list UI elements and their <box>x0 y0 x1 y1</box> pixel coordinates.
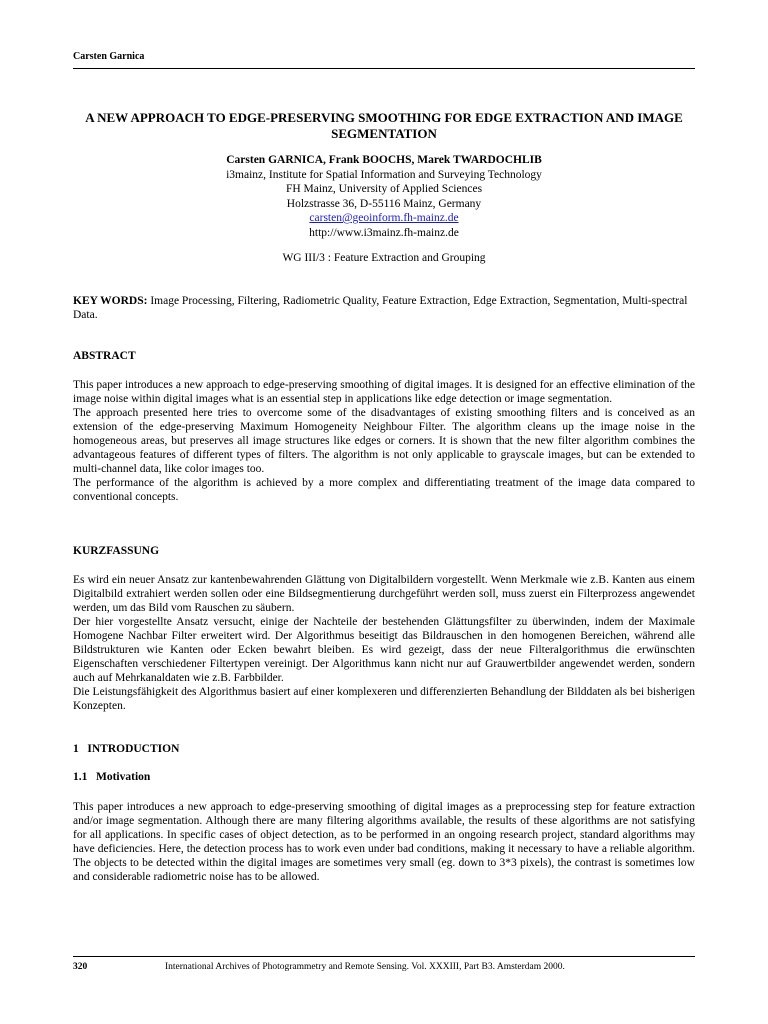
abstract-body <box>73 378 695 504</box>
introduction-body <box>73 800 695 884</box>
keywords <box>73 294 695 322</box>
motivation-subheading: 1.1 Motivation <box>73 771 151 783</box>
page-number: 320 <box>73 962 88 972</box>
running-header-author: Carsten Garnica <box>73 51 145 62</box>
institute-url: http://www.i3mainz.fh-mainz.de <box>309 226 459 239</box>
working-group: WG III/3 : Feature Extraction and Grouping <box>282 252 486 264</box>
affiliation-address: Holzstrasse 36, D-55116 Mainz, Germany <box>286 197 482 210</box>
keywords-label: KEY WORDS: <box>73 295 148 307</box>
kurzfassung-heading: KURZFASSUNG <box>73 545 160 557</box>
kurzfassung-paragraph: Es wird ein neuer Ansatz zur kantenbewahrenden Glättung von Digitalbildern vorgestellt. Wenn Merkmale wie z.B. Kanten aus einem Digitalbild extrahiert werden sollen oder eine Bildsegmentierung durchgeführt werden soll, muss zuerst ein Filterprozess angewendet werden, um das Bild vom Rauschen zu säubern. <box>73 574 695 614</box>
keywords-text: Image Processing, Filtering, Radiometric Quality, Feature Extraction, Edge Extraction, Segmentation, Multi-spectral Data. <box>73 295 688 321</box>
abstract-heading: ABSTRACT <box>73 350 136 362</box>
paper-title: A NEW APPROACH TO EDGE-PRESERVING SMOOTHING FOR EDGE EXTRACTION AND IMAGE SEGMENTATION <box>85 110 683 141</box>
author-names: Carsten GARNICA, Frank BOOCHS, Marek TWARDOCHLIB <box>226 154 542 166</box>
kurzfassung-paragraph: Die Leistungsfähigkeit des Algorithmus basiert auf einer komplexeren und differenzierten Behandlung der Bilddaten als bei bisherigen Konzepten. <box>73 686 695 712</box>
introduction-paragraph: This paper introduces a new approach to edge-preserving smoothing of digital images as a preprocessing step for feature extraction and/or image segmentation. Although there are many filtering algorithms available, the results of these algorithms are not satisfying for all applications. In specific cases of object detection, as to be performed in an ongoing research project, standard algorithms may have deficiencies. Here, the detection process has to work even under bad conditions, making it necessary to have a reliable algorithm. The objects to be detected within the digital images are sometimes very small (eg. down to 3*3 pixels), the contrast is sometimes low and considerable radiometric noise has to be allowed. <box>73 801 695 883</box>
affiliation-institute: i3mainz, Institute for Spatial Information and Surveying Technology <box>226 168 542 181</box>
abstract-paragraph: The performance of the algorithm is achieved by a more complex and differentiating treatment of the image data compared to conventional concepts. <box>73 477 695 503</box>
affiliation-university: FH Mainz, University of Applied Sciences <box>285 183 483 195</box>
abstract-paragraph: The approach presented here tries to overcome some of the disadvantages of existing smoothing filters and is conceived as an extension of the edge-preserving Maximum Homogeneity Neighbour Filter. The algorithm cleans up the image noise in the homogeneous areas, but preserves all image structures like edges or corners. It is shown that the new filter algorithm combines the advantageous features of different types of filters. The algorithm is not only applicable to grayscale images, but can be extended to multi-channel data, like color images too. <box>73 407 695 475</box>
footer-rule <box>73 956 695 957</box>
kurzfassung-paragraph: Der hier vorgestellte Ansatz versucht, einige der Nachteile der bestehenden Glättungsfilter zu überwinden, indem der Maximale Homogene Nachbar Filter erweitert wird. Der Algorithmus beseitigt das Bildrauschen in den homogenen Bereichen, während alle Bildstrukturen wie Kanten oder Ecken bewahrt bleiben. Es wird gezeigt, dass der neue Filteralgorithmus die erwünschten Eigenschaften verschiedener Filtertypen vereinigt. Der Algorithmus kann nicht nur auf Grauwertbilder angewendet werden, sondern auch auf Mehrkanaldaten wie z.B. Farbbilder. <box>73 616 695 684</box>
author-block <box>73 153 695 240</box>
kurzfassung-body <box>73 573 695 713</box>
footer-citation: International Archives of Photogrammetry and Remote Sensing. Vol. XXXIII, Part B3. Amsterdam 2000. <box>165 962 565 972</box>
abstract-paragraph: This paper introduces a new approach to edge-preserving smoothing of digital images. It is designed for an effective elimination of the image noise within digital images what is an essential step in applications like edge detection or image segmentation. <box>73 379 695 405</box>
header-rule <box>73 68 695 69</box>
author-email-link[interactable]: carsten@geoinform.fh-mainz.de <box>309 212 459 224</box>
introduction-heading: 1 INTRODUCTION <box>73 743 180 755</box>
